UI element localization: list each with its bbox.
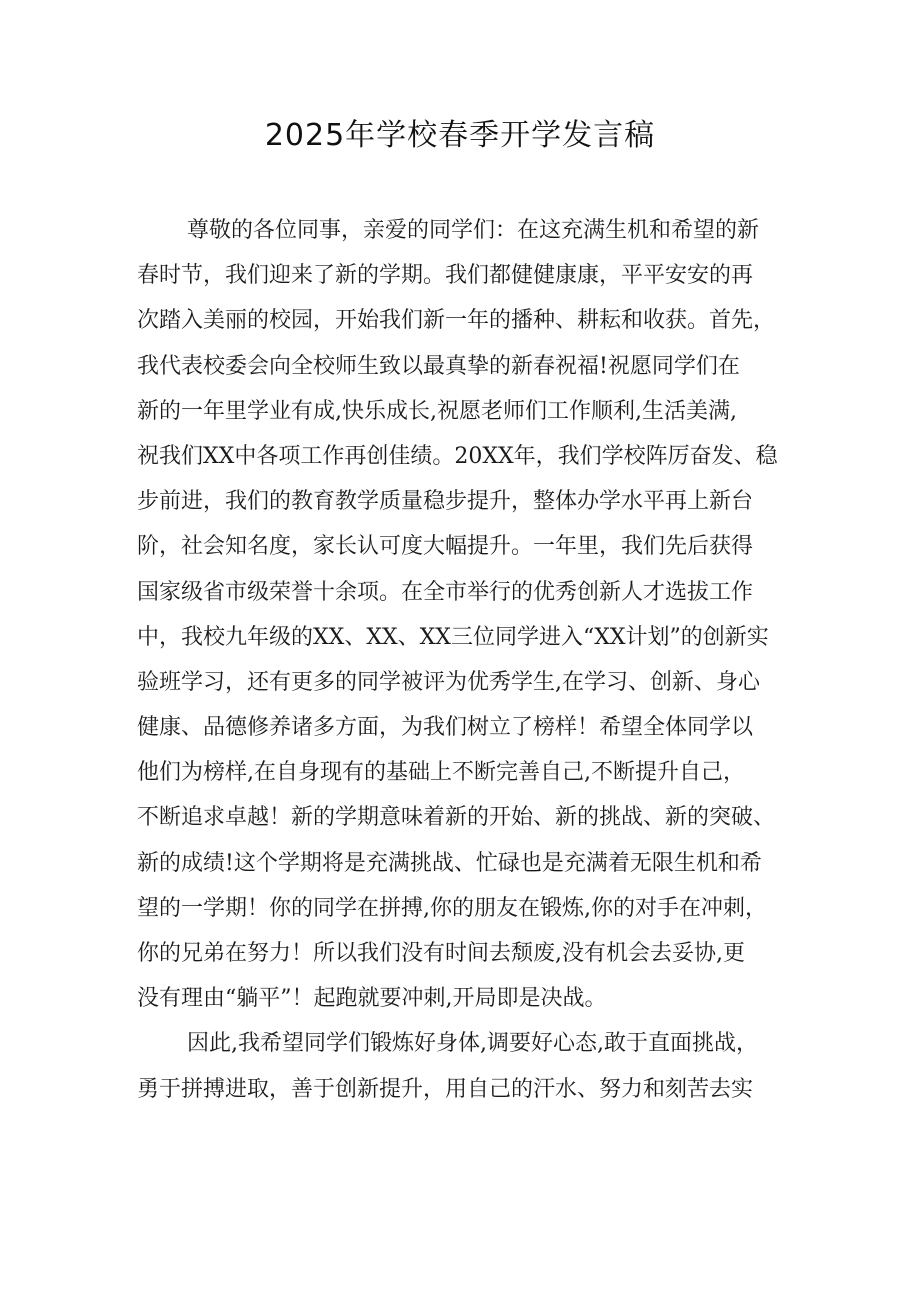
text-line: 望的一学期！你的同学在拼搏,你的朋友在锻炼,你的对手在冲刺， (137, 895, 767, 921)
text-line: 春时节，我们迎来了新的学期。我们都健健康康，平平安安的再 (137, 263, 754, 289)
document-body (137, 208, 797, 1112)
text-line: 国家级省市级荣誉十余项。在全市举行的优秀创新人才选拔工作 (137, 579, 754, 605)
text-line: 祝我们XX中各项工作再创佳绩。20XX年，我们学校阵厉奋发、稳 (137, 443, 778, 469)
text-line: 不断追求卓越！新的学期意味着新的开始、新的挑战、新的突破、 (137, 805, 776, 831)
text-line: 中，我校九年级的XX、XX、XX三位同学进入“XX计划”的创新实 (137, 624, 769, 650)
text-line: 验班学习，还有更多的同学被评为优秀学生,在学习、创新、身心 (137, 669, 760, 695)
text-line: 阶，社会知名度，家长认可度大幅提升。一年里，我们先后获得 (137, 534, 754, 560)
document-title: 2025年学校春季开学发言稿 (264, 118, 656, 153)
paragraph-1 (137, 208, 797, 1021)
text-line: 新的一年里学业有成,快乐成长,祝愿老师们工作顺利,生活美满, (137, 398, 737, 424)
text-line: 因此,我希望同学们锻炼好身体,调要好心态,敢于直面挑战， (187, 1031, 758, 1057)
text-line: 步前进，我们的教育教学质量稳步提升，整体办学水平再上新台 (137, 489, 754, 515)
text-line: 尊敬的各位同事，亲爱的同学们：在这充满生机和希望的新 (187, 218, 760, 243)
text-line: 新的成绩!这个学期将是充满挑战、忙碌也是充满着无限生机和希 (137, 850, 762, 876)
text-line: 没有理由“躺平”！起跑就要冲刺,开局即是决战。 (137, 986, 607, 1012)
text-line: 次踏入美丽的校园，开始我们新一年的播种、耕耘和收获。首先， (137, 308, 776, 334)
text-line: 勇于拼搏进取，善于创新提升，用自己的汗水、努力和刻苦去实 (137, 1076, 754, 1102)
text-line: 你的兄弟在努力！所以我们没有时间去颓废,没有机会去妥协,更 (137, 941, 745, 966)
paragraph-2 (137, 1021, 797, 1111)
text-line: 他们为榜样,在自身现有的基础上不断完善自己,不断提升自己， (137, 760, 745, 786)
text-line: 我代表校委会向全校师生致以最真挚的新春祝福!祝愿同学们在 (137, 353, 740, 379)
text-line: 健康、品德修养诸多方面，为我们树立了榜样！希望全体同学以 (137, 715, 754, 741)
